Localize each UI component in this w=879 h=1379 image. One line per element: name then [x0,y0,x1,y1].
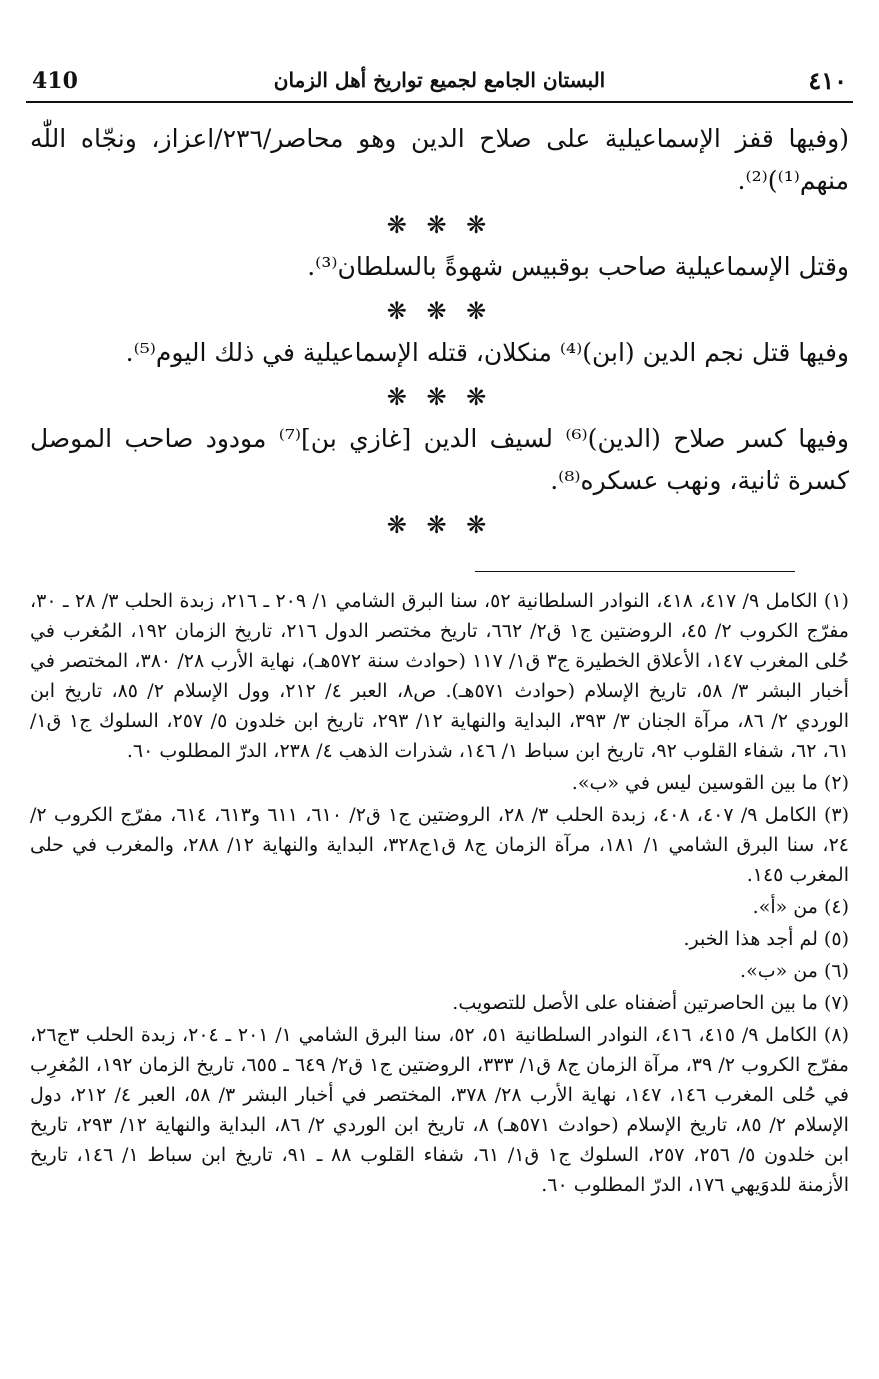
running-title: البستان الجامع لجميع تواريخ أهل الزمان [273,68,606,92]
paragraph-4: وفيها كسر صلاح (الدين)⁽⁶⁾ لسيف الدين [غازي بن]⁽⁷⁾ مودود صاحب الموصل كسرة ثانية، ونهب عسكره⁽⁸⁾. [30,424,849,495]
footnote-separator [475,571,795,572]
paragraph-1: (وفيها قفز الإسماعيلية على صلاح الدين وهو محاصر/٢٣٦/اعزاز، ونجّاه اللّٰه منهم⁽¹⁾)⁽²⁾. [30,124,850,195]
header-rule [26,101,853,103]
section-divider: ❋ ❋ ❋ [386,211,493,239]
footnote-8: (٨) الكامل ٩/ ٤١٥، ٤١٦، النوادر السلطانية ٥١، ٥٢، سنا البرق الشامي ١/ ٢٠١ ـ ٢٠٤، زبدة الحلب ٣ج٢٦، مفرّج الكروب ٢/ ٣٩، مرآة الزمان ج٨ ق١/ ٣٣٣، الروضتين ج١ ق٢/ ٦٤٩ ـ ٦٥٥، تاريخ الزمان ١٩٢، المُغرِب في حُلى المغرب ١٤٦، ١٤٧، نهاية الأرب ٢٨/ ٣٧٨، المختصر في أخبار البشر ٣/ ٥٨، العبر ٤/ ٢١٢، دول الإسلام ٢/ ٨٥، تاريخ الإسلام (حوادث ٥٧١هـ) ٨، تاريخ ابن الوردي ٢/ ٨٦، البداية والنهاية ١٢/ ٢٩٣، تاريخ ابن خلدون ٥/ ٢٥٦، ٢٥٧، السلوك ج١ ق١/ ٦١، شفاء القلوب ٨٨ ـ ٩١، تاريخ ابن سباط ١/ ١٤٦، تاريخ الأزمنة للدوَيهي ١٧٦، الدرّ المطلوب ٦٠. [30,1024,850,1196]
page-header [26,62,853,98]
page-number-arabic: ٤١٠ [808,66,847,95]
footnote-2: (٢) ما بين القوسين ليس في «ب». [571,772,849,794]
footnote-5: (٥) لم أجد هذا الخبر. [683,928,849,950]
footnotes [30,586,849,1202]
footnote-3: (٣) الكامل ٩/ ٤٠٧، ٤٠٨، زبدة الحلب ٣/ ٢٨، الروضتين ج١ ق٢/ ٦١٠، ٦١١ و٦١٣، ٦١٤، مفرّج الكروب ٢/ ٢٤، سنا البرق الشامي ١/ ١٨١، مرآة الزمان ج٨ ق١ج٣٢٨، البداية والنهاية ١٢/ ٢٨٨، والمغرب في حلى المغرب ١٤٥. [30,804,850,886]
page-number-latin: 410 [32,68,78,94]
paragraph-3: وفيها قتل نجم الدين (ابن)⁽⁴⁾ منكلان، قتله الإسماعيلية في ذلك اليوم⁽⁵⁾. [125,338,849,367]
section-divider: ❋ ❋ ❋ [386,297,493,325]
footnote-4: (٤) من «أ». [752,896,849,918]
footnote-1: (١) الكامل ٩/ ٤١٧، ٤١٨، النوادر السلطانية ٥٢، سنا البرق الشامي ١/ ٢٠٩ ـ ٢١٦، زبدة الحلب ٣/ ٢٨ ـ ٣٠، مفرّج الكروب ٢/ ٤٥، الروضتين ج١ ق٢/ ٦٦٢، تاريخ مختصر الدول ٢١٦، تاريخ الزمان ١٩٢، المُغرب في حُلى المغرب ١٤٧، الأعلاق الخطيرة ج٣ ق١/ ١١٧ (حوادث سنة ٥٧٢هـ)، نهاية الأرب ٢٨/ ٣٨٠، المختصر في أخبار البشر ٣/ ٥٨، تاريخ الإسلام (حوادث ٥٧١هـ). ص٨، العبر ٤/ ٢١٢، وول الإسلام ٢/ ٨٥، تاريخ ابن الوردي ٢/ ٨٦، مرآة الجنان ٣/ ٣٩٣، البداية والنهاية ١٢/ ٢٩٣، تاريخ ابن خلدون ٥/ ٢٥٧، السلوك ج١ ق١/ ٦١، ٦٢، شفاء القلوب ٩٢، تاريخ ابن سباط ١/ ١٤٦، شذرات الذهب ٤/ ٢٣٨، الدرّ المطلوب ٦٠. [30,590,849,762]
footnote-7: (٧) ما بين الحاصرتين أضفناه على الأصل للتصويب. [452,992,849,1014]
paragraph-2: وقتل الإسماعيلية صاحب بوقبيس شهوةً بالسلطان⁽³⁾. [307,252,849,281]
section-divider: ❋ ❋ ❋ [386,383,493,411]
main-text [30,118,849,546]
footnote-6: (٦) من «ب». [740,960,849,982]
section-divider: ❋ ❋ ❋ [386,511,493,539]
